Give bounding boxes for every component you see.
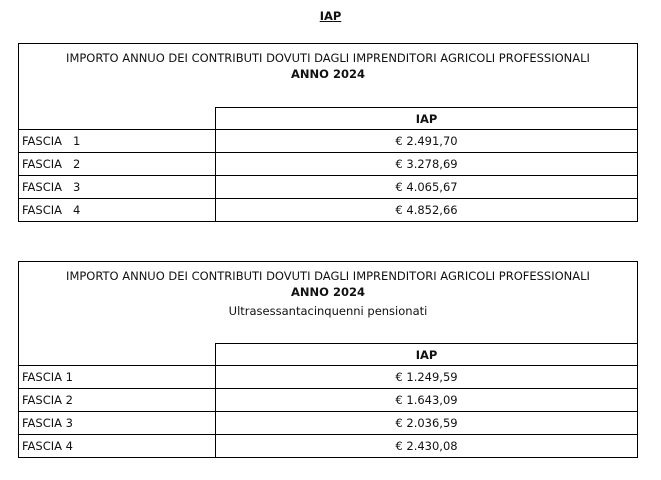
fascia-label: FASCIA 4 bbox=[22, 203, 81, 217]
amount-cell: € 2.491,70 bbox=[215, 130, 637, 152]
table-row bbox=[19, 411, 637, 434]
empty-header-cell bbox=[19, 343, 215, 365]
contributions-table-2024 bbox=[18, 43, 638, 222]
fascia-label: FASCIA 1 bbox=[22, 134, 81, 148]
amount-cell: € 3.278,69 bbox=[215, 153, 637, 175]
contributions-table-2024-pensioners bbox=[18, 261, 638, 458]
table-row bbox=[19, 198, 637, 221]
iap-column-header: IAP bbox=[215, 343, 637, 365]
table-row bbox=[19, 388, 637, 411]
column-header-row bbox=[19, 343, 637, 365]
fascia-label: FASCIA 2 bbox=[22, 157, 81, 171]
iap-column-header: IAP bbox=[215, 107, 637, 129]
fascia-label: FASCIA 1 bbox=[22, 370, 73, 384]
table-header bbox=[19, 44, 637, 107]
table-header bbox=[19, 262, 637, 343]
amount-cell: € 2.036,59 bbox=[215, 412, 637, 434]
table-row bbox=[19, 365, 637, 388]
table-year: ANNO 2024 bbox=[291, 67, 365, 81]
table-heading: IMPORTO ANNUO DEI CONTRIBUTI DOVUTI DAGLI IMPRENDITORI AGRICOLI PROFESSIONALI bbox=[66, 51, 590, 65]
empty-header-cell bbox=[19, 107, 215, 129]
fascia-label: FASCIA 4 bbox=[22, 439, 73, 453]
table-year: ANNO 2024 bbox=[291, 285, 365, 299]
table-row bbox=[19, 434, 637, 457]
fascia-label: FASCIA 2 bbox=[22, 393, 73, 407]
amount-cell: € 4.852,66 bbox=[215, 199, 637, 221]
amount-cell: € 4.065,67 bbox=[215, 176, 637, 198]
table-row bbox=[19, 152, 637, 175]
document-title: IAP bbox=[319, 9, 342, 23]
column-header-row bbox=[19, 107, 637, 129]
amount-cell: € 1.643,09 bbox=[215, 389, 637, 411]
amount-cell: € 2.430,08 bbox=[215, 435, 637, 457]
table-row bbox=[19, 129, 637, 152]
fascia-label: FASCIA 3 bbox=[22, 416, 73, 430]
table-subheading: Ultrasessantacinquenni pensionati bbox=[228, 304, 428, 318]
table-heading: IMPORTO ANNUO DEI CONTRIBUTI DOVUTI DAGLI IMPRENDITORI AGRICOLI PROFESSIONALI bbox=[66, 269, 590, 283]
fascia-label: FASCIA 3 bbox=[22, 180, 81, 194]
table-row bbox=[19, 175, 637, 198]
amount-cell: € 1.249,59 bbox=[215, 366, 637, 388]
